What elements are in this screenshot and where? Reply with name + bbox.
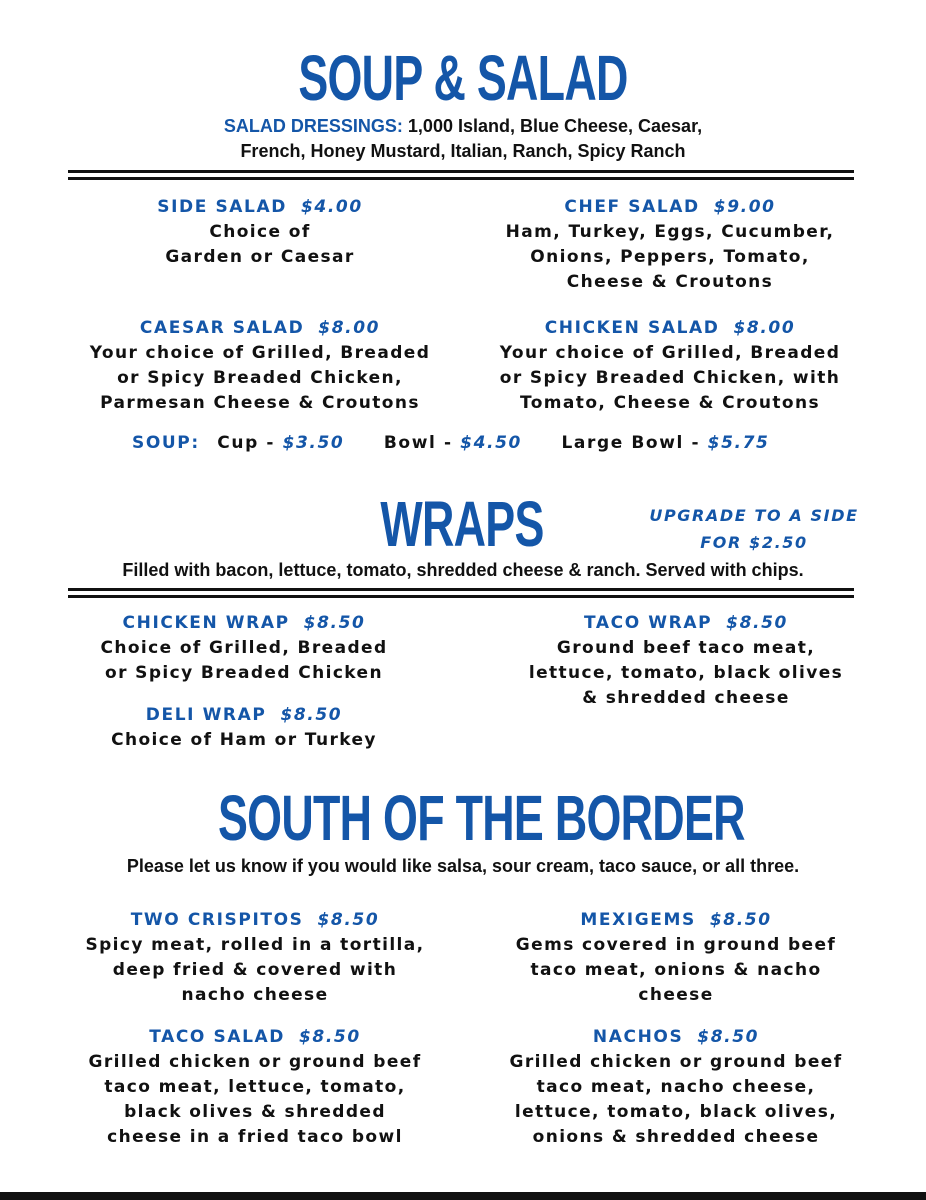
salad-dressings-label: SALAD DRESSINGS: bbox=[223, 116, 403, 136]
item-name: CHICKEN SALAD bbox=[544, 318, 720, 338]
menu-item-chicken-wrap bbox=[44, 611, 444, 686]
item-price: $8.00 bbox=[733, 318, 796, 338]
item-description: Grilled chicken or ground beef taco meat, lettuce, tomato, black olives & shredded cheese in a fried taco bowl bbox=[88, 1052, 422, 1147]
item-name: CHICKEN WRAP bbox=[122, 613, 290, 633]
wraps-heading: WRAPS bbox=[380, 488, 544, 560]
menu-item-deli-wrap bbox=[44, 703, 444, 753]
item-name: MEXIGEMS bbox=[580, 910, 696, 930]
bottom-border bbox=[0, 1192, 926, 1200]
item-description: Choice of Garden or Caesar bbox=[165, 222, 355, 267]
item-price: $8.50 bbox=[303, 613, 366, 633]
item-name: TACO SALAD bbox=[149, 1027, 285, 1047]
soup-bowl-label: Bowl - bbox=[383, 433, 453, 453]
menu-item-taco-salad bbox=[55, 1025, 455, 1150]
item-price: $8.50 bbox=[697, 1027, 760, 1047]
soup-prices bbox=[132, 433, 769, 453]
item-price: $8.50 bbox=[726, 613, 788, 633]
divider-rule bbox=[68, 177, 854, 180]
menu-item-mexigems bbox=[476, 908, 876, 1008]
item-description: Gems covered in ground beef taco meat, onions & nacho cheese bbox=[515, 935, 837, 1005]
item-price: $8.00 bbox=[318, 318, 381, 338]
divider-rule bbox=[68, 595, 854, 598]
soup-large-bowl-price: $5.75 bbox=[707, 433, 770, 453]
item-name: NACHOS bbox=[592, 1027, 684, 1047]
item-description: Your choice of Grilled, Breaded or Spicy Breaded Chicken, Parmesan Cheese & Croutons bbox=[89, 343, 431, 413]
item-price: $4.00 bbox=[300, 197, 363, 217]
upgrade-note: UPGRADE TO A SIDE FOR $2.50 bbox=[649, 506, 859, 552]
item-price: $8.50 bbox=[299, 1027, 361, 1047]
salad-dressings-line2: French, Honey Mustard, Italian, Ranch, Spicy Ranch bbox=[240, 141, 686, 161]
item-description: Grilled chicken or ground beef taco meat, nacho cheese, lettuce, tomato, black olives, onions & shredded cheese bbox=[509, 1052, 843, 1147]
item-price: $9.00 bbox=[713, 197, 776, 217]
soup-cup-price: $3.50 bbox=[282, 433, 345, 453]
item-description: Choice of Ham or Turkey bbox=[111, 730, 377, 750]
menu-item-chef-salad bbox=[470, 195, 870, 295]
menu-item-taco-wrap bbox=[486, 611, 886, 711]
wraps-subline: Filled with bacon, lettuce, tomato, shredded cheese & ranch. Served with chips. bbox=[122, 560, 804, 580]
item-description: Ground beef taco meat, lettuce, tomato, black olives & shredded cheese bbox=[528, 638, 844, 708]
item-price: $8.50 bbox=[317, 910, 380, 930]
item-name: SIDE SALAD bbox=[157, 197, 287, 217]
menu-item-side-salad bbox=[60, 195, 460, 270]
salad-dressings bbox=[63, 114, 863, 164]
menu-item-caesar-salad bbox=[60, 316, 460, 416]
divider-rule bbox=[68, 588, 854, 591]
soup-label: SOUP: bbox=[132, 433, 200, 453]
item-name: DELI WRAP bbox=[145, 705, 267, 725]
divider-rule bbox=[68, 170, 854, 173]
item-name: TWO CRISPITOS bbox=[130, 910, 304, 930]
south-of-the-border-heading: SOUTH OF THE BORDER bbox=[218, 782, 745, 854]
menu-item-chicken-salad bbox=[470, 316, 870, 416]
item-price: $8.50 bbox=[280, 705, 343, 725]
item-description: Ham, Turkey, Eggs, Cucumber, Onions, Peppers, Tomato, Cheese & Croutons bbox=[505, 222, 835, 292]
menu-item-two-crispitos bbox=[55, 908, 455, 1008]
salad-dressings-line1: 1,000 Island, Blue Cheese, Caesar, bbox=[407, 116, 703, 136]
soup-bowl-price: $4.50 bbox=[460, 433, 522, 453]
soup-cup-label: Cup - bbox=[217, 433, 276, 453]
soup-large-bowl-label: Large Bowl - bbox=[561, 433, 701, 453]
south-border-subline: Please let us know if you would like salsa, sour cream, taco sauce, or all three. bbox=[126, 856, 800, 876]
item-description: Choice of Grilled, Breaded or Spicy Breaded Chicken bbox=[100, 638, 388, 683]
item-description: Spicy meat, rolled in a tortilla, deep fried & covered with nacho cheese bbox=[85, 935, 425, 1005]
menu-item-nachos bbox=[476, 1025, 876, 1150]
item-name: CHEF SALAD bbox=[564, 197, 700, 217]
soup-salad-heading: SOUP & SALAD bbox=[298, 42, 628, 114]
item-name: TACO WRAP bbox=[584, 613, 713, 633]
item-name: CAESAR SALAD bbox=[139, 318, 305, 338]
item-description: Your choice of Grilled, Breaded or Spicy Breaded Chicken, with Tomato, Cheese & Croutons bbox=[499, 343, 841, 413]
item-price: $8.50 bbox=[709, 910, 772, 930]
